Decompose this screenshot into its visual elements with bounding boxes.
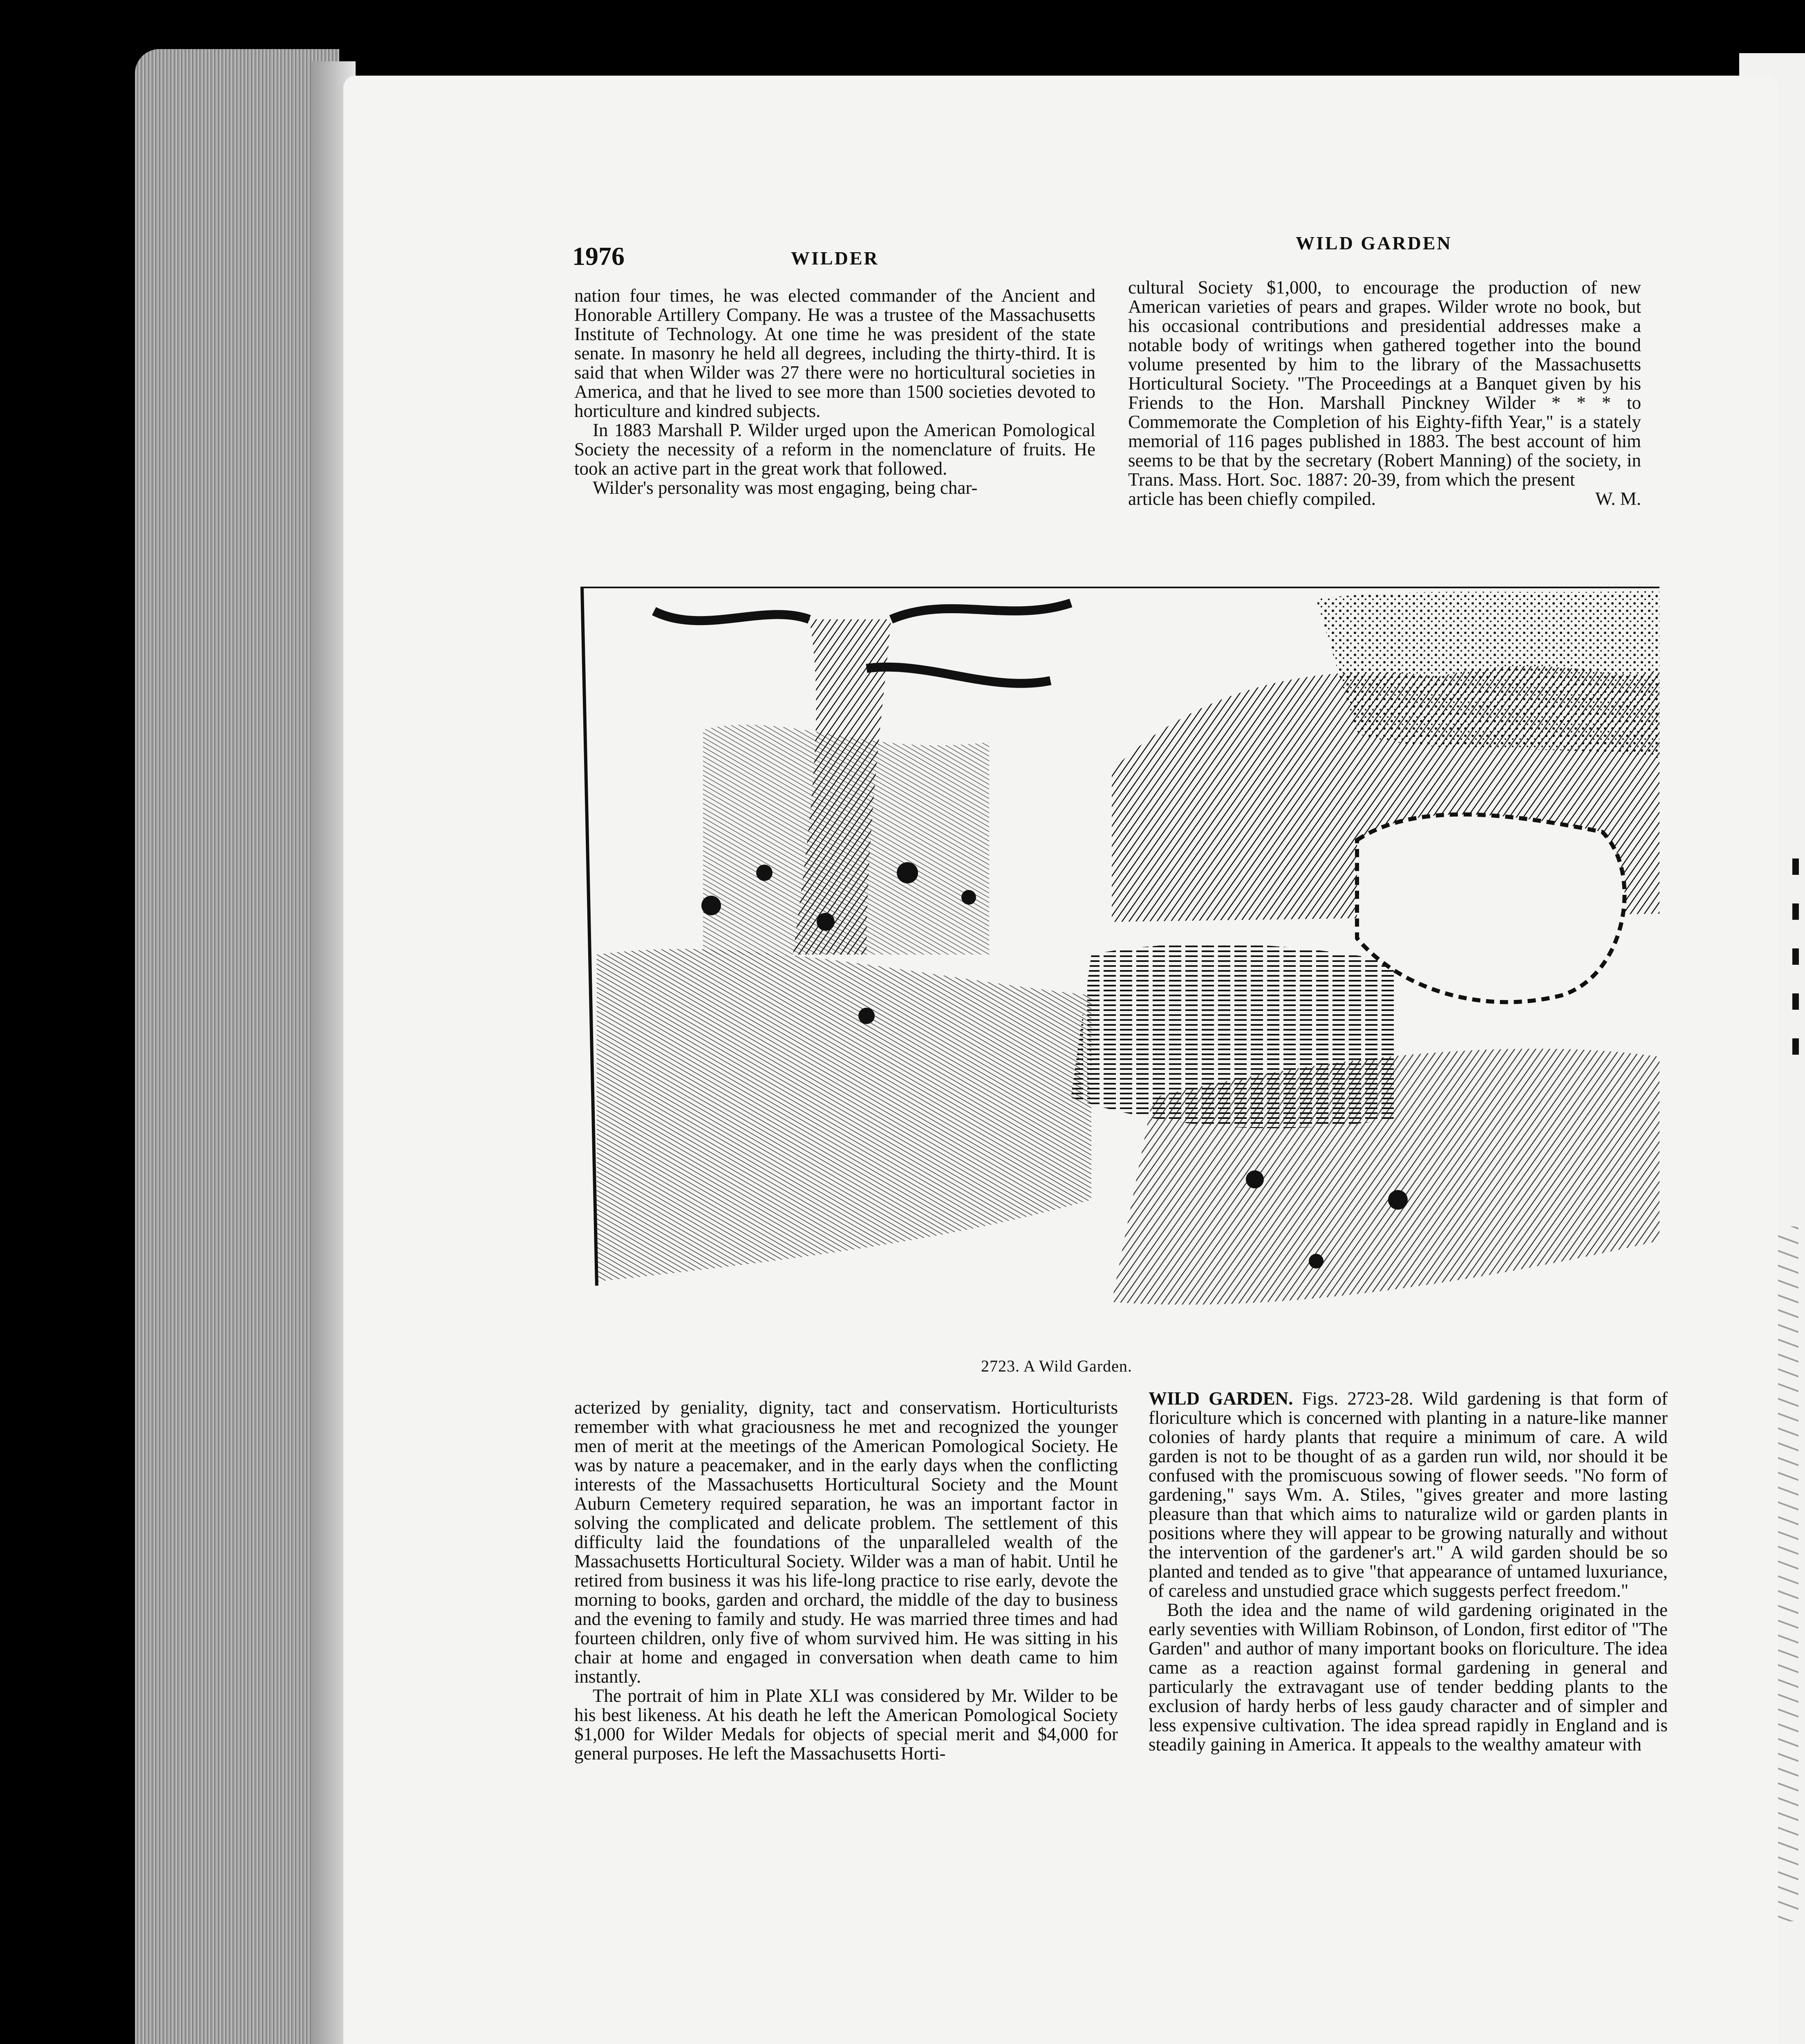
top-right-column: [1128, 278, 1641, 509]
page-number: 1976: [572, 242, 625, 271]
paragraph: cultural Society $1,000, to encourage the production of new American varieties of pears and grapes. Wilder wrote no book, but his occasional contributions and presidential addresses make a notable body of writings when gathered together into the bound volume presented by him to the library of the Massachusetts Horticultural Society. "The Proceedings at a Banquet given by his Friends to the Hon. Marshall Pinckney Wilder * * * to Commemorate the Completion of his Eighty-fifth Year," is a stately memorial of 116 pages published in 1883. The best account of him seems to be that by the secretary (Robert Manning) of the society, in Trans. Mass. Hort. Soc. 1887: 20-39, from which the present: [1128, 277, 1641, 490]
paragraph: In 1883 Marshall P. Wilder urged upon the American Pomological Society the necessity of a reform in the nomenclature of fruits. He took an active part in the great work that followed.: [574, 420, 1095, 479]
book-page-edges: [135, 49, 339, 2044]
paragraph: acterized by geniality, dignity, tact and conservatism. Horticulturists remember with what graciousness he met and recognized the younger men of merit at the meetings of the American Pomological Society. He was by nature a peacemaker, and in the early days when the conflicting interests of the Massachusetts Horticultural Society and the Mount Auburn Cemetery required separation, he was an important factor in solving the complicated and delicate problem. The settlement of this difficulty laid the foundations of the unparalleled wealth of the Massachusetts Horticultural Society. Wilder was a man of habit. Until he retired from business it was his life-long practice to rise early, devote the morning to books, garden and orchard, the middle of the day to business and the evening to family and study. He was married three times and had fourteen children, only five of whom survived him. He was sitting in his chair at home and engaged in conversation when death came to him instantly.: [574, 1397, 1118, 1687]
entry-text: Figs. 2723-28. Wild gardening is that form of floriculture which is concerned with planting in a nature-like manner colonies of hardy plants that require a minimum of care. A wild garden is not to be thought of as a garden run wild, nor should it be confused with the promiscuous sowing of flower seeds. "No form of gardening," says Wm. A. Stiles, "gives greater and more lasting pleasure than that which aims to naturalize wild or garden plants in positions where they will appear to be growing naturally and without the intervention of the gardener's art." A wild garden should be so planted and tended as to give "that appearance of untamed luxuriance, of careless and unstudied grace which suggests perfect freedom.": [1149, 1388, 1668, 1601]
wild-garden-illustration: [580, 587, 1659, 1327]
adjacent-page-marks: [1792, 858, 1801, 1104]
paragraph: The portrait of him in Plate XLI was considered by Mr. Wilder to be his best likeness. At his death he left the American Pomological Society $1,000 for Wilder Medals for objects of special merit and $4,000 for general purposes. He left the Massachusetts Horti-: [574, 1685, 1118, 1764]
running-head-left: WILDER: [791, 248, 879, 269]
entry-headword: WILD GARDEN.: [1149, 1388, 1293, 1409]
bottom-right-column: [1149, 1389, 1668, 1754]
author-initials: W. M.: [1595, 489, 1641, 509]
figure-caption: 2723. A Wild Garden.: [981, 1357, 1132, 1375]
paragraph: Wilder's personality was most engaging, being char-: [593, 477, 978, 498]
paragraph: nation four times, he was elected commander of the Ancient and Honorable Artillery Company. He was a trustee of the Massachusetts Institute of Technology. At one time he was president of the state senate. In masonry he held all degrees, including the thirty-third. It is said that when Wilder was 27 there were no horticultural societies in America, and that he lived to see more than 1500 societies devoted to horticulture and kindred subjects.: [574, 285, 1095, 421]
signature-line: [1128, 489, 1641, 509]
top-left-column: [574, 286, 1095, 498]
paragraph-end: article has been chiefly compiled.: [1128, 489, 1376, 509]
paragraph: Both the idea and the name of wild gardening originated in the early seventies with William Robinson, of London, first editor of "The Garden" and author of many important books on floriculture. The idea came as a reaction against formal gardening in general and particularly the extravagant use of tender bedding plants to the exclusion of hardy herbs of less gaudy character and of simpler and less expensive cultivation. The idea spread rapidly in England and is steadily gaining in America. It appeals to the wealthy amateur with: [1149, 1600, 1668, 1755]
bottom-left-column: [574, 1398, 1118, 1763]
running-head-right: WILD GARDEN: [1296, 233, 1452, 253]
